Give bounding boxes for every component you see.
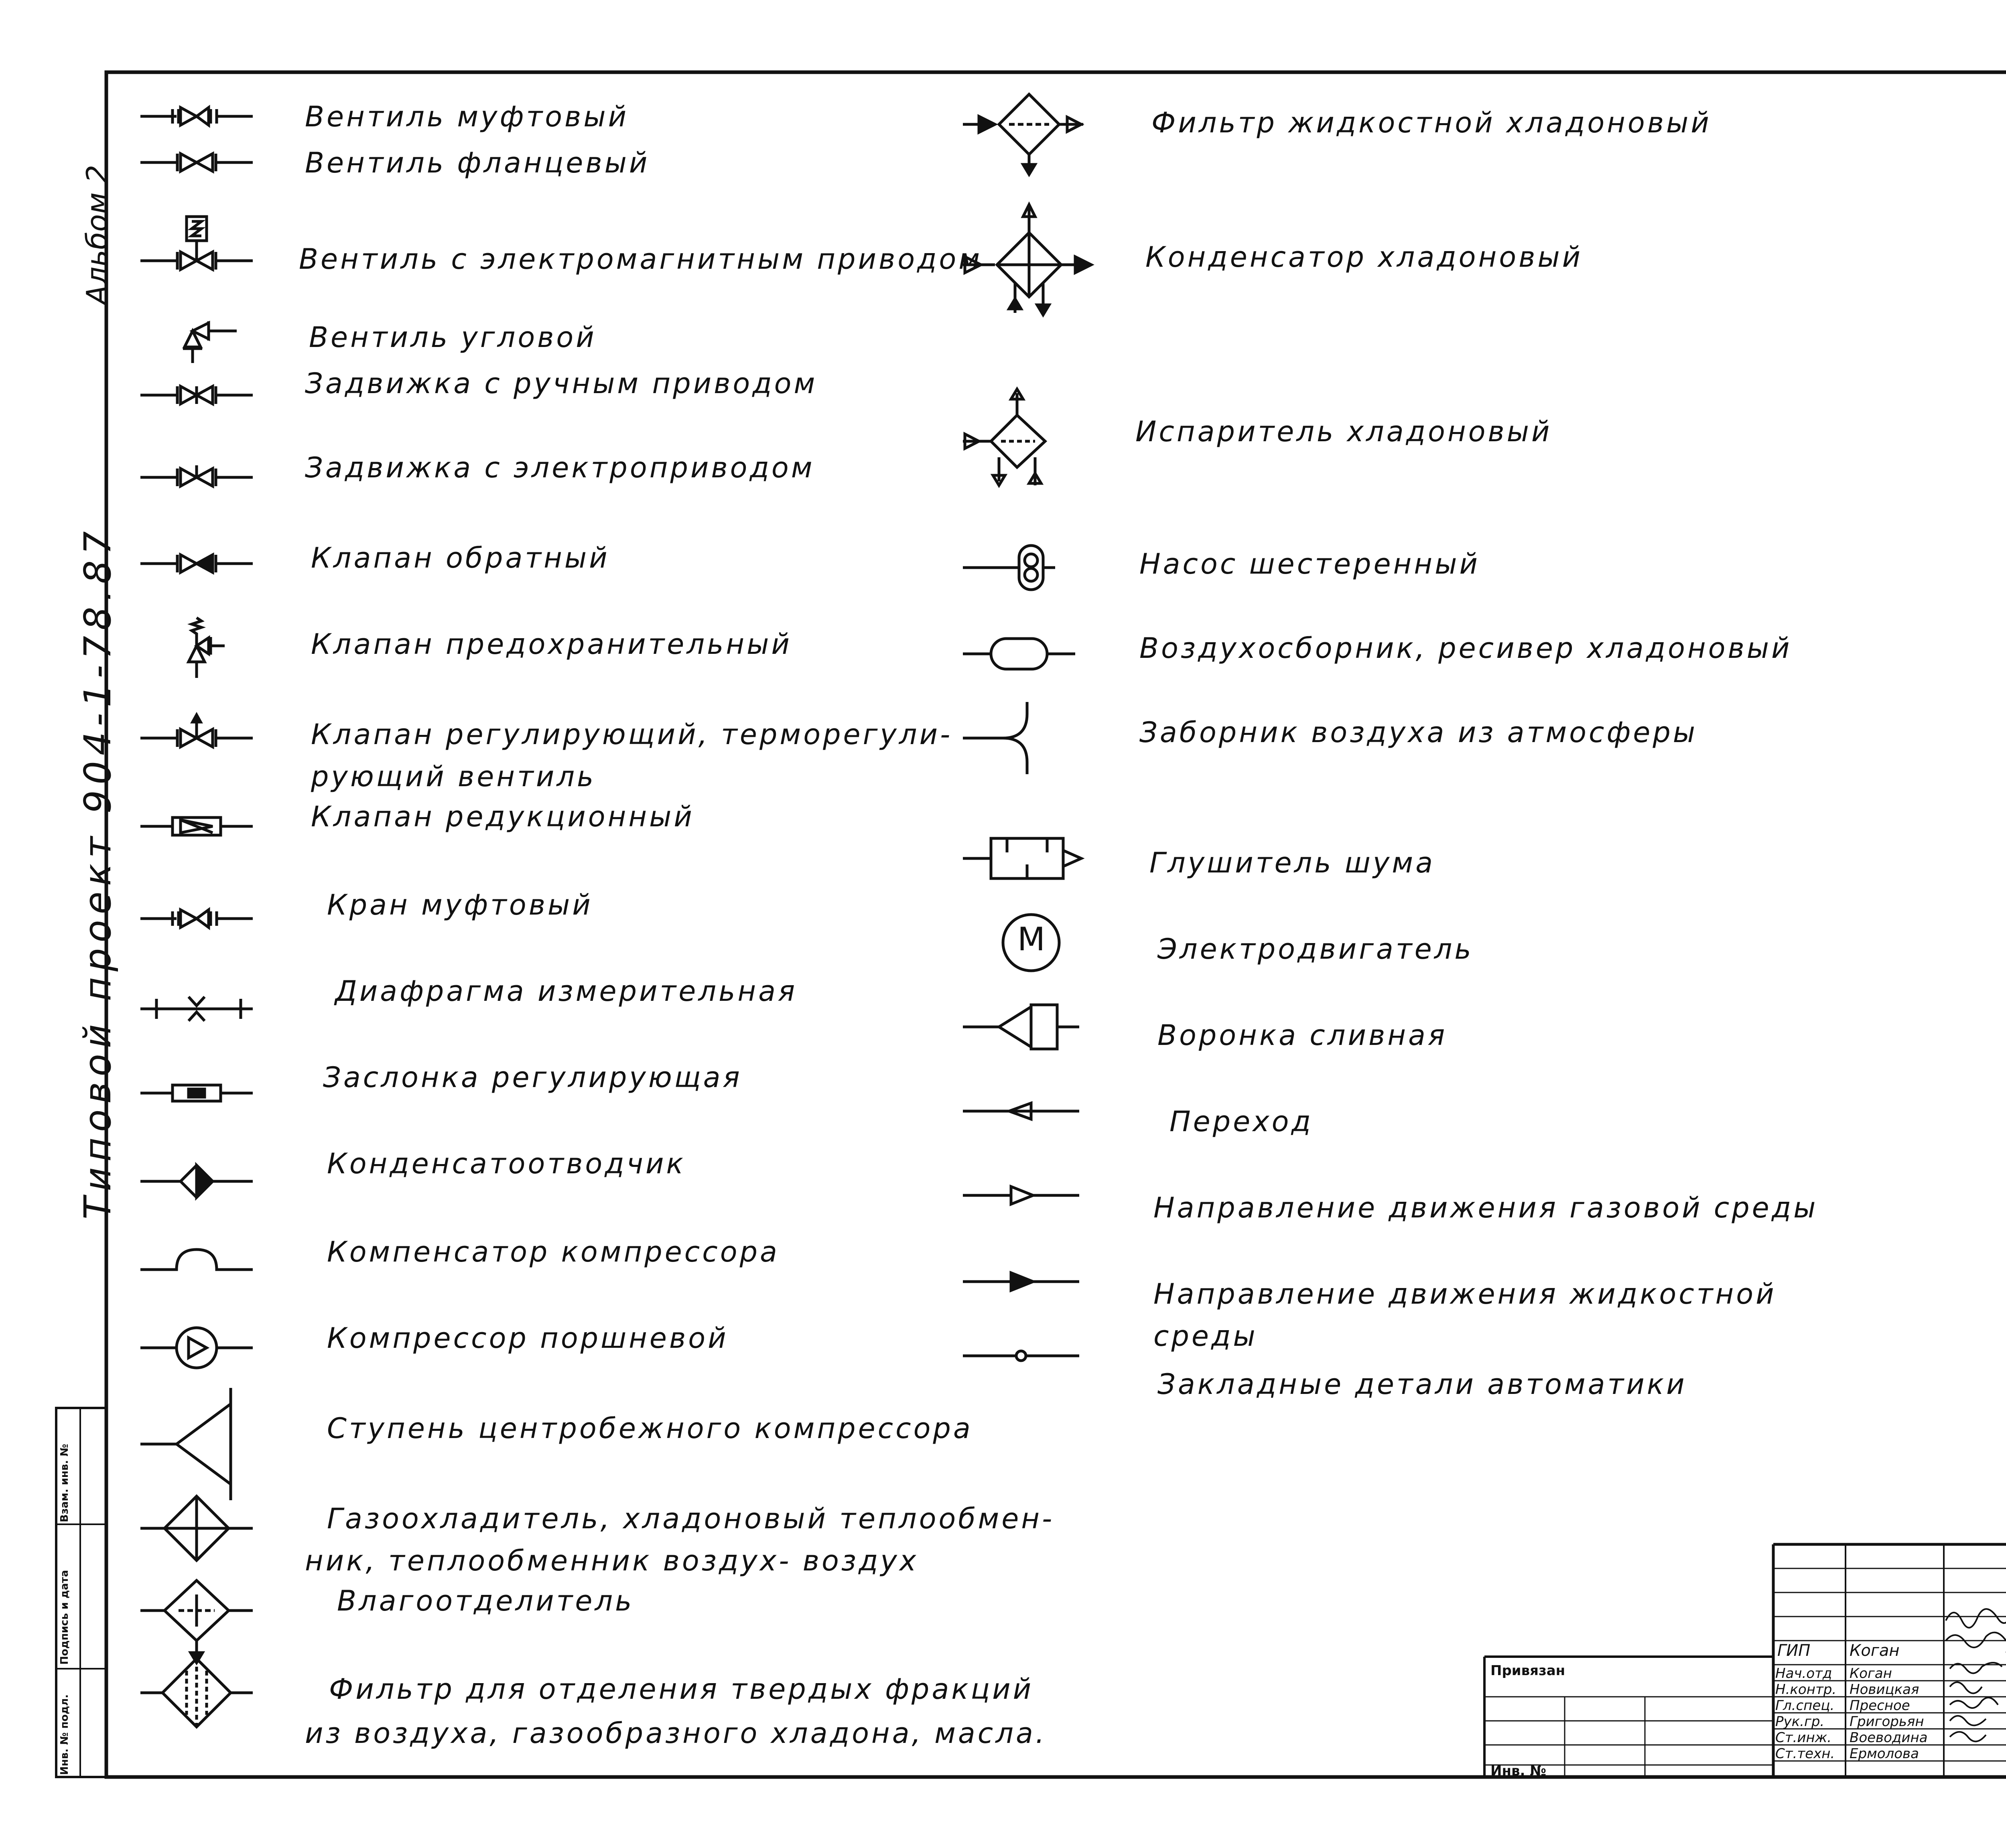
steam-trap-icon	[140, 1165, 253, 1197]
role-st-inzh: Ст.инж.	[1775, 1730, 1832, 1746]
signature-scribbles	[1946, 1609, 2006, 1741]
label-silencer: Глушитель шума	[1149, 846, 1435, 879]
role-n-kontr: Н.контр.	[1775, 1682, 1837, 1698]
label-evaporator: Испаритель хладоновый	[1135, 415, 1552, 448]
label-gear-pump: Насос шестеренный	[1139, 548, 1480, 580]
project-vertical-label: Типовой проект 904-1-78.87	[76, 525, 119, 1219]
strip-replace-label: Взам. инв. №	[59, 1444, 71, 1522]
label-orifice: Диафрагма измерительная	[335, 975, 798, 1008]
transition-icon	[963, 1103, 1079, 1119]
compensator-icon	[140, 1250, 253, 1270]
label-safety-valve: Клапан предохранительный	[311, 628, 792, 661]
label-solids-filter-2: из воздуха, газообразного хладона, масла.	[305, 1717, 1047, 1750]
label-condenser: Конденсатор хладоновый	[1145, 241, 1583, 274]
motor-letter: M	[1017, 921, 1046, 958]
drain-funnel-icon	[963, 1005, 1079, 1049]
stamp-inv-no: Инв. №	[1490, 1763, 1547, 1779]
name-ruk-gr: Григорьян	[1850, 1714, 1924, 1730]
air-intake-icon	[963, 702, 1027, 774]
label-solids-filter: Фильтр для отделения твердых фракций	[329, 1673, 1034, 1706]
gas-cooler-icon	[140, 1496, 253, 1560]
role-st-tekhn: Ст.техн.	[1775, 1746, 1835, 1762]
name-nach-otd: Коган	[1850, 1665, 1892, 1682]
tap-coupling-icon	[140, 910, 253, 927]
album-label: Альбом 2	[80, 164, 114, 305]
label-steam-trap: Конденсатоотводчик	[327, 1147, 686, 1180]
centrifugal-stage-icon	[140, 1388, 231, 1500]
label-gate-electric: Задвижка с электроприводом	[305, 451, 815, 484]
gas-flow-arrow-icon	[963, 1187, 1079, 1204]
role-gip: ГИП	[1777, 1641, 1811, 1660]
solids-filter-icon	[140, 1659, 253, 1727]
silencer-icon	[963, 838, 1081, 878]
label-valve-angle: Вентиль угловой	[309, 321, 597, 354]
orifice-plate-icon	[140, 997, 253, 1021]
label-valve-solenoid: Вентиль с электромагнитным приводом	[299, 243, 983, 276]
role-ruk-gr: Рук.гр.	[1775, 1714, 1825, 1730]
control-valve-icon	[140, 715, 253, 747]
label-gate-manual: Задвижка с ручным приводом	[305, 367, 818, 400]
label-liquid-flow: Направление движения жидкостной	[1153, 1278, 1777, 1310]
role-nach-otd: Нач.отд	[1775, 1665, 1832, 1682]
label-control-valve: Клапан регулирующий, терморегули-	[311, 718, 953, 751]
label-receiver: Воздухосборник, ресивер хладоновый	[1139, 632, 1792, 665]
left-symbols	[132, 80, 277, 1765]
valve-solenoid-icon	[140, 217, 253, 270]
label-gas-cooler-2: ник, теплообменник воздух- воздух	[305, 1544, 919, 1577]
embedded-parts-icon	[963, 1351, 1079, 1361]
liquid-filter-icon	[963, 94, 1083, 174]
label-air-intake: Заборник воздуха из атмосферы	[1139, 716, 1698, 749]
strip-inv-label: Инв. № подл.	[59, 1694, 71, 1775]
condenser-icon	[963, 205, 1091, 315]
name-gip: Коган	[1850, 1641, 1900, 1660]
label-compensator: Компенсатор компрессора	[327, 1235, 780, 1268]
label-embedded-parts: Закладные детали автоматики	[1157, 1368, 1687, 1401]
valve-flanged-icon	[140, 154, 253, 171]
label-motor: Электродвигатель	[1157, 933, 1474, 966]
role-gl-spec: Гл.спец.	[1775, 1698, 1835, 1714]
valve-coupling-icon	[140, 108, 253, 125]
label-control-valve-2: рующий вентиль	[311, 760, 596, 793]
piston-compressor-icon	[140, 1328, 253, 1368]
check-valve-icon	[140, 555, 253, 572]
label-liquid-filter: Фильтр жидкостной хладоновый	[1151, 106, 1712, 139]
stamp-privyazan: Привязан	[1490, 1663, 1565, 1679]
gear-pump-icon	[963, 546, 1055, 590]
label-gas-cooler: Газоохладитель, хладоновый теплообмен-	[327, 1502, 1055, 1535]
valve-angle-icon	[183, 321, 237, 363]
damper-icon	[140, 1085, 253, 1101]
liquid-flow-arrow-icon	[963, 1273, 1079, 1290]
label-check-valve: Клапан обратный	[311, 542, 610, 574]
name-gl-spec: Пресное	[1850, 1698, 1910, 1714]
label-valve-flanged: Вентиль фланцевый	[305, 146, 650, 179]
name-n-kontr: Новицкая	[1850, 1682, 1919, 1698]
label-centrifugal-stage: Ступень центробежного компрессора	[327, 1412, 973, 1445]
label-gas-flow: Направление движения газовой среды	[1153, 1191, 1818, 1224]
gate-valve-electric-icon	[140, 465, 253, 486]
label-transition: Переход	[1169, 1105, 1313, 1138]
reducing-valve-icon	[140, 818, 253, 835]
label-tap-coupling: Кран муфтовый	[327, 889, 593, 921]
safety-valve-icon	[189, 618, 225, 678]
name-st-tekhn: Ермолова	[1850, 1746, 1919, 1762]
label-damper: Заслонка регулирующая	[323, 1061, 742, 1094]
label-piston-compressor: Компрессор поршневой	[327, 1322, 729, 1355]
label-moisture-separator: Влагоотделитель	[337, 1584, 634, 1617]
receiver-icon	[963, 639, 1075, 669]
gate-valve-manual-icon	[140, 386, 253, 404]
label-liquid-flow-2: среды	[1153, 1320, 1258, 1353]
label-reducing-valve: Клапан редукционный	[311, 800, 694, 833]
moisture-separator-icon	[140, 1580, 253, 1663]
strip-sign-label: Подпись и дата	[59, 1570, 71, 1665]
evaporator-icon	[963, 389, 1045, 485]
label-valve-coupling: Вентиль муфтовый	[305, 100, 629, 133]
name-st-inzh: Воеводина	[1850, 1730, 1928, 1746]
label-drain-funnel: Воронка сливная	[1157, 1019, 1448, 1052]
right-symbols	[955, 80, 1115, 1424]
